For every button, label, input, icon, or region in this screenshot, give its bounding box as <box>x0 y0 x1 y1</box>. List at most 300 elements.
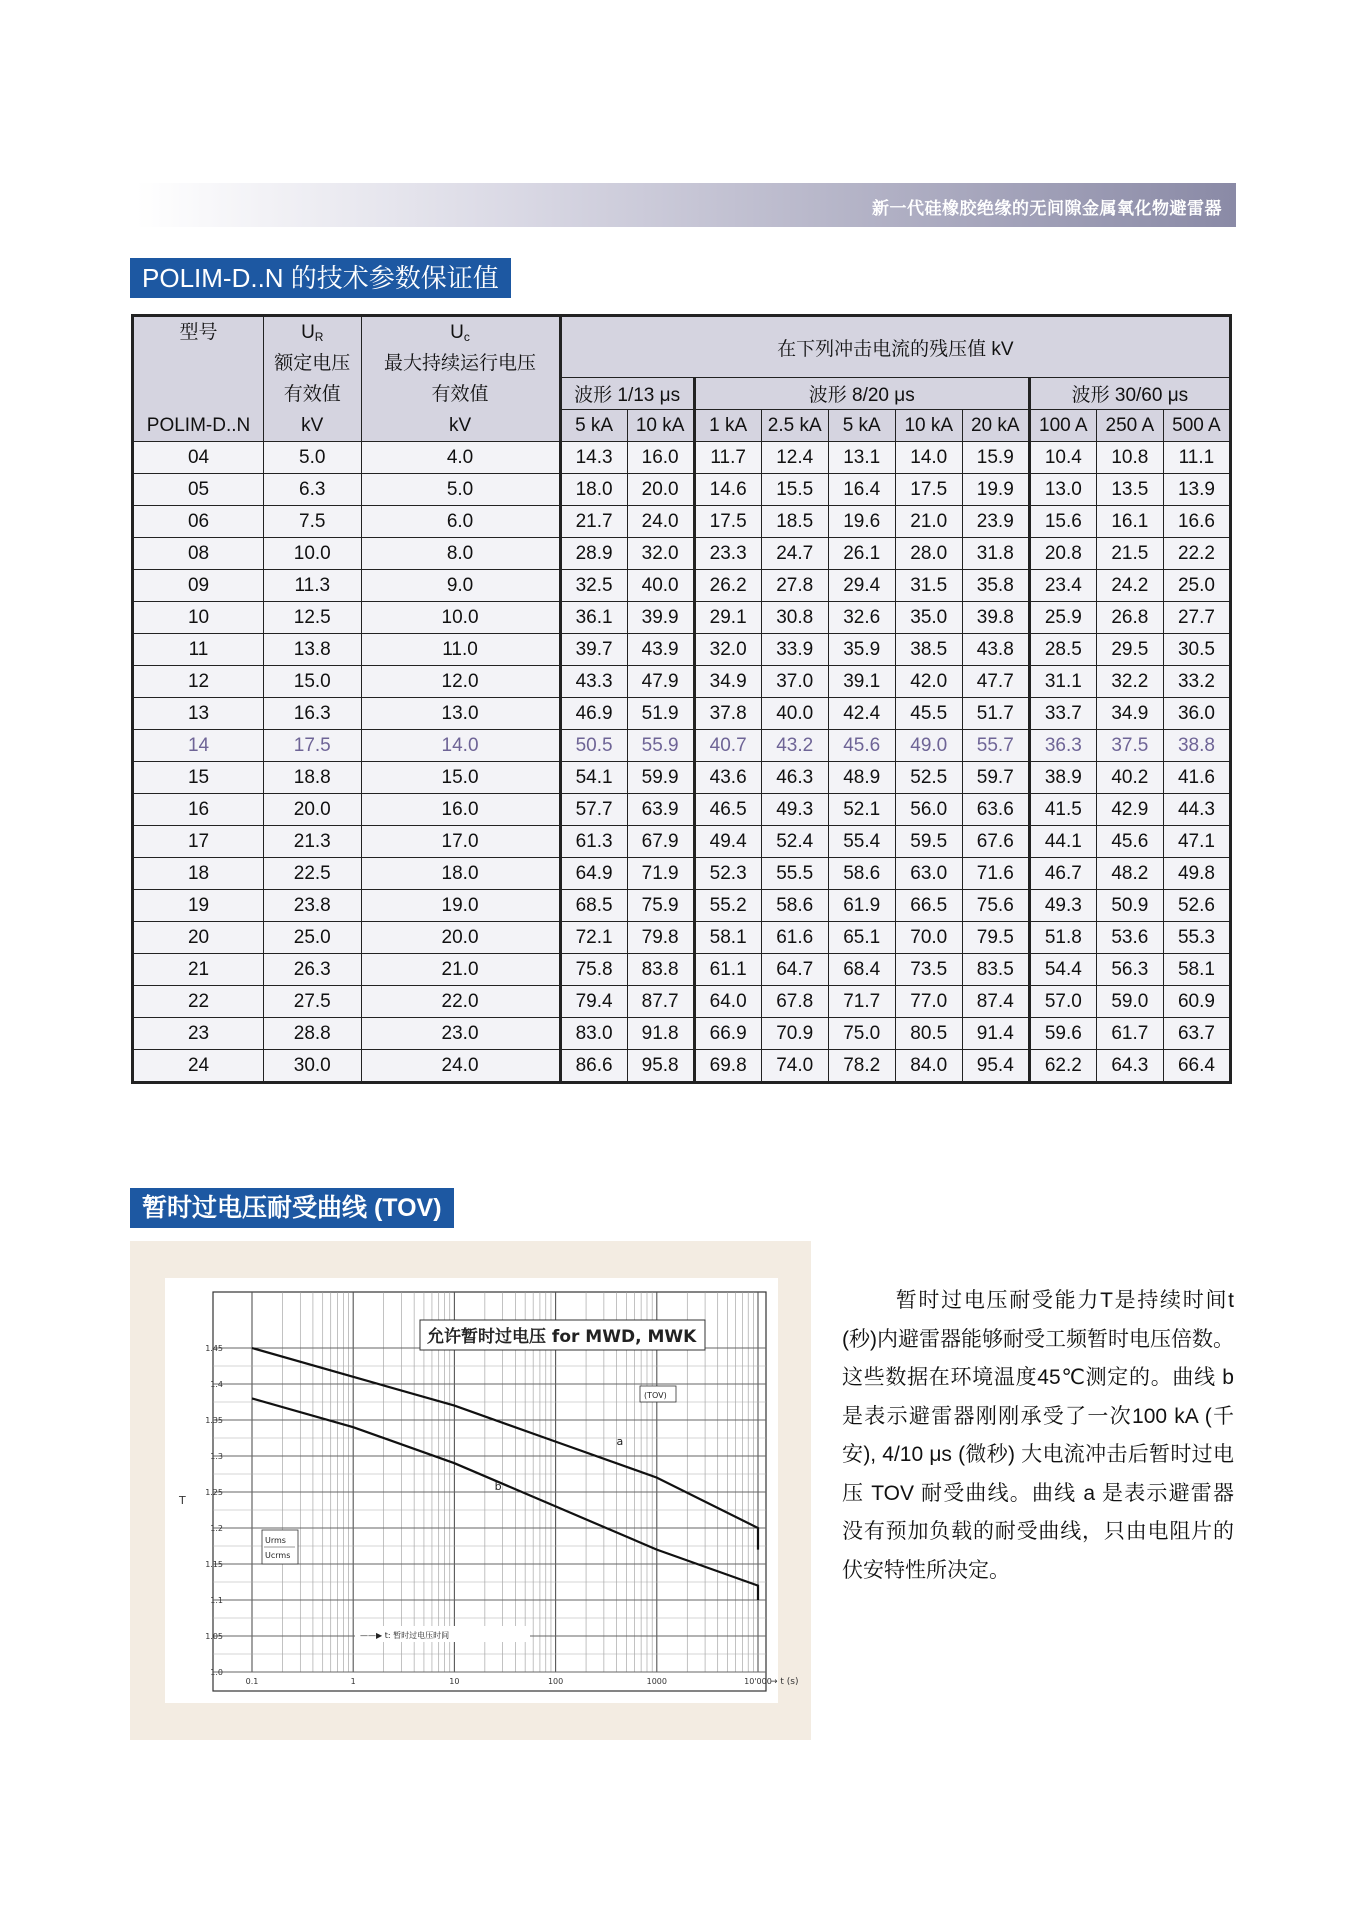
value-cell: 22.2 <box>1163 538 1230 570</box>
current-header: 100 A <box>1029 410 1096 442</box>
value-cell: 28.0 <box>895 538 962 570</box>
value-cell: 16.0 <box>627 442 694 474</box>
value-cell: 71.9 <box>627 858 694 890</box>
value-cell: 20.0 <box>361 922 560 954</box>
value-cell: 47.1 <box>1163 826 1230 858</box>
value-cell: 66.9 <box>694 1018 761 1050</box>
value-cell: 23.8 <box>264 890 362 922</box>
value-cell: 64.0 <box>694 986 761 1018</box>
value-cell: 37.5 <box>1096 730 1163 762</box>
value-cell: 40.0 <box>627 570 694 602</box>
model-cell: 12 <box>133 666 264 698</box>
table-row <box>133 826 1231 858</box>
value-cell: 59.6 <box>1029 1018 1096 1050</box>
value-cell: 38.9 <box>1029 762 1096 794</box>
value-cell: 14.0 <box>895 442 962 474</box>
value-cell: 56.0 <box>895 794 962 826</box>
value-cell: 43.3 <box>560 666 627 698</box>
value-cell: 24.2 <box>1096 570 1163 602</box>
value-cell: 42.0 <box>895 666 962 698</box>
value-cell: 32.6 <box>828 602 895 634</box>
value-cell: 27.8 <box>761 570 828 602</box>
table-row <box>133 794 1231 826</box>
value-cell: 25.0 <box>1163 570 1230 602</box>
value-cell: 64.3 <box>1096 1050 1163 1083</box>
value-cell: 31.8 <box>962 538 1029 570</box>
model-cell: 04 <box>133 442 264 474</box>
table-row <box>133 1050 1231 1083</box>
value-cell: 61.9 <box>828 890 895 922</box>
table-row <box>133 1018 1231 1050</box>
value-cell: 10.4 <box>1029 442 1096 474</box>
value-cell: 57.7 <box>560 794 627 826</box>
model-cell: 13 <box>133 698 264 730</box>
value-cell: 24.0 <box>361 1050 560 1083</box>
value-cell: 27.5 <box>264 986 362 1018</box>
value-cell: 54.1 <box>560 762 627 794</box>
value-cell: 40.7 <box>694 730 761 762</box>
value-cell: 61.1 <box>694 954 761 986</box>
value-cell: 95.8 <box>627 1050 694 1083</box>
value-cell: 20.8 <box>1029 538 1096 570</box>
document-header-title: 新一代硅橡胶绝缘的无间隙金属氧化物避雷器 <box>872 199 1222 218</box>
value-cell: 55.7 <box>962 730 1029 762</box>
x-tick-label: 1000 <box>646 1677 667 1686</box>
value-cell: 21.7 <box>560 506 627 538</box>
value-cell: 23.4 <box>1029 570 1096 602</box>
y-axis-label: T <box>179 1494 186 1507</box>
value-cell: 16.6 <box>1163 506 1230 538</box>
value-cell: 50.5 <box>560 730 627 762</box>
value-cell: 62.2 <box>1029 1050 1096 1083</box>
value-cell: 73.5 <box>895 954 962 986</box>
value-cell: 87.7 <box>627 986 694 1018</box>
value-cell: 13.5 <box>1096 474 1163 506</box>
model-header-label: 型号 <box>179 322 218 343</box>
value-cell: 16.4 <box>828 474 895 506</box>
value-cell: 91.4 <box>962 1018 1029 1050</box>
current-header: 1 kA <box>694 410 761 442</box>
model-cell: 14 <box>133 730 264 762</box>
value-cell: 20.0 <box>264 794 362 826</box>
value-cell: 48.9 <box>828 762 895 794</box>
value-cell: 48.2 <box>1096 858 1163 890</box>
value-cell: 66.5 <box>895 890 962 922</box>
y-tick-label: 1.1 <box>210 1596 223 1605</box>
value-cell: 20.0 <box>627 474 694 506</box>
x-tick-label: 1 <box>350 1677 356 1686</box>
table-row <box>133 698 1231 730</box>
current-header: 10 kA <box>627 410 694 442</box>
value-cell: 72.1 <box>560 922 627 954</box>
table-row <box>133 986 1231 1018</box>
value-cell: 38.5 <box>895 634 962 666</box>
value-cell: 36.1 <box>560 602 627 634</box>
value-cell: 14.0 <box>361 730 560 762</box>
value-cell: 58.6 <box>761 890 828 922</box>
value-cell: 83.0 <box>560 1018 627 1050</box>
value-cell: 75.8 <box>560 954 627 986</box>
current-header: 20 kA <box>962 410 1029 442</box>
value-cell: 13.1 <box>828 442 895 474</box>
value-cell: 42.9 <box>1096 794 1163 826</box>
model-header <box>133 316 264 442</box>
value-cell: 83.8 <box>627 954 694 986</box>
value-cell: 60.9 <box>1163 986 1230 1018</box>
value-cell: 34.9 <box>694 666 761 698</box>
value-cell: 61.7 <box>1096 1018 1163 1050</box>
tov-section-title: 暂时过电压耐受曲线 (TOV) <box>130 1188 454 1228</box>
value-cell: 71.7 <box>828 986 895 1018</box>
value-cell: 63.6 <box>962 794 1029 826</box>
y-tick-label: 1.15 <box>205 1560 223 1569</box>
value-cell: 23.3 <box>694 538 761 570</box>
value-cell: 17.0 <box>361 826 560 858</box>
value-cell: 32.5 <box>560 570 627 602</box>
value-cell: 52.5 <box>895 762 962 794</box>
value-cell: 18.8 <box>264 762 362 794</box>
value-cell: 40.2 <box>1096 762 1163 794</box>
value-cell: 58.1 <box>1163 954 1230 986</box>
model-cell: 18 <box>133 858 264 890</box>
value-cell: 78.2 <box>828 1050 895 1083</box>
value-cell: 30.5 <box>1163 634 1230 666</box>
value-cell: 45.5 <box>895 698 962 730</box>
value-cell: 79.5 <box>962 922 1029 954</box>
y-tick-label: 1.0 <box>210 1668 223 1677</box>
model-cell: 24 <box>133 1050 264 1083</box>
table-row <box>133 890 1231 922</box>
value-cell: 36.3 <box>1029 730 1096 762</box>
value-cell: 35.0 <box>895 602 962 634</box>
y-tick-label: 1.05 <box>205 1632 223 1641</box>
y-tick-label: 1.45 <box>205 1344 223 1353</box>
value-cell: 46.3 <box>761 762 828 794</box>
value-cell: 30.8 <box>761 602 828 634</box>
value-cell: 21.0 <box>361 954 560 986</box>
table-row <box>133 954 1231 986</box>
value-cell: 51.9 <box>627 698 694 730</box>
value-cell: 11.3 <box>264 570 362 602</box>
value-cell: 12.4 <box>761 442 828 474</box>
current-header: 5 kA <box>560 410 627 442</box>
value-cell: 21.0 <box>895 506 962 538</box>
value-cell: 27.7 <box>1163 602 1230 634</box>
tov-description-text: 暂时过电压耐受能力T是持续时间t (秒)内避雷器能够耐受工频暂时电压倍数。这些数据在环境温度45℃测定的。曲线 b 是表示避雷器刚刚承受了一次100 kA (千安), 4/10 μs (微秒) 大电流冲击后暂时过电压 TOV 耐受曲线。曲线 a 是表示避雷器没有预加负载的耐受曲线，只由电阻片的伏安特性所决定。 <box>842 1289 1234 1582</box>
value-cell: 8.0 <box>361 538 560 570</box>
value-cell: 63.7 <box>1163 1018 1230 1050</box>
x-tick-label: 100 <box>547 1677 564 1686</box>
value-cell: 55.5 <box>761 858 828 890</box>
value-cell: 16.0 <box>361 794 560 826</box>
value-cell: 10.8 <box>1096 442 1163 474</box>
value-cell: 18.0 <box>560 474 627 506</box>
value-cell: 15.5 <box>761 474 828 506</box>
value-cell: 41.6 <box>1163 762 1230 794</box>
value-cell: 5.0 <box>361 474 560 506</box>
value-cell: 39.8 <box>962 602 1029 634</box>
value-cell: 59.9 <box>627 762 694 794</box>
value-cell: 57.0 <box>1029 986 1096 1018</box>
value-cell: 49.0 <box>895 730 962 762</box>
model-cell: 23 <box>133 1018 264 1050</box>
value-cell: 74.0 <box>761 1050 828 1083</box>
value-cell: 54.4 <box>1029 954 1096 986</box>
value-cell: 83.5 <box>962 954 1029 986</box>
value-cell: 52.4 <box>761 826 828 858</box>
value-cell: 39.9 <box>627 602 694 634</box>
value-cell: 56.3 <box>1096 954 1163 986</box>
model-cell: 06 <box>133 506 264 538</box>
value-cell: 5.0 <box>264 442 362 474</box>
value-cell: 14.3 <box>560 442 627 474</box>
model-cell: 11 <box>133 634 264 666</box>
value-cell: 11.1 <box>1163 442 1230 474</box>
value-cell: 19.9 <box>962 474 1029 506</box>
y-tick-label: 1.25 <box>205 1488 223 1497</box>
value-cell: 59.7 <box>962 762 1029 794</box>
value-cell: 11.0 <box>361 634 560 666</box>
value-cell: 46.7 <box>1029 858 1096 890</box>
value-cell: 64.7 <box>761 954 828 986</box>
header-band <box>136 183 1236 227</box>
model-cell: 22 <box>133 986 264 1018</box>
value-cell: 35.9 <box>828 634 895 666</box>
value-cell: 47.9 <box>627 666 694 698</box>
value-cell: 15.9 <box>962 442 1029 474</box>
value-cell: 45.6 <box>1096 826 1163 858</box>
value-cell: 10.0 <box>361 602 560 634</box>
model-cell: 09 <box>133 570 264 602</box>
value-cell: 79.4 <box>560 986 627 1018</box>
value-cell: 13.0 <box>1029 474 1096 506</box>
table-row <box>133 506 1231 538</box>
value-cell: 49.3 <box>761 794 828 826</box>
table-row <box>133 858 1231 890</box>
value-cell: 63.0 <box>895 858 962 890</box>
value-cell: 36.0 <box>1163 698 1230 730</box>
value-cell: 16.3 <box>264 698 362 730</box>
value-cell: 75.0 <box>828 1018 895 1050</box>
table-row <box>133 762 1231 794</box>
value-cell: 67.9 <box>627 826 694 858</box>
params-table <box>131 314 1232 1084</box>
value-cell: 79.8 <box>627 922 694 954</box>
value-cell: 65.1 <box>828 922 895 954</box>
value-cell: 69.8 <box>694 1050 761 1083</box>
value-cell: 42.4 <box>828 698 895 730</box>
value-cell: 17.5 <box>694 506 761 538</box>
value-cell: 39.7 <box>560 634 627 666</box>
value-cell: 15.0 <box>264 666 362 698</box>
y-tick-label: 1.3 <box>210 1452 223 1461</box>
value-cell: 40.0 <box>761 698 828 730</box>
value-cell: 51.8 <box>1029 922 1096 954</box>
value-cell: 28.5 <box>1029 634 1096 666</box>
time-annotation: ——▶ t: 暂时过电压时间 <box>360 1631 450 1640</box>
tov-description <box>842 1282 1234 1590</box>
value-cell: 49.3 <box>1029 890 1096 922</box>
tov-chart <box>165 1278 799 1703</box>
value-cell: 12.5 <box>264 602 362 634</box>
group-8-20us: 波形 8/20 μs <box>694 378 1029 410</box>
model-cell: 20 <box>133 922 264 954</box>
value-cell: 9.0 <box>361 570 560 602</box>
value-cell: 37.0 <box>761 666 828 698</box>
value-cell: 55.2 <box>694 890 761 922</box>
value-cell: 35.8 <box>962 570 1029 602</box>
value-cell: 29.5 <box>1096 634 1163 666</box>
value-cell: 32.0 <box>627 538 694 570</box>
value-cell: 26.8 <box>1096 602 1163 634</box>
value-cell: 29.4 <box>828 570 895 602</box>
value-cell: 19.0 <box>361 890 560 922</box>
value-cell: 6.3 <box>264 474 362 506</box>
value-cell: 46.9 <box>560 698 627 730</box>
table-row <box>133 602 1231 634</box>
chart-title: 允许暂时过电压 for MWD, MWK <box>427 1327 697 1347</box>
current-header: 500 A <box>1163 410 1230 442</box>
value-cell: 29.1 <box>694 602 761 634</box>
y-tick-label: 1.35 <box>205 1416 223 1425</box>
value-cell: 44.3 <box>1163 794 1230 826</box>
value-cell: 45.6 <box>828 730 895 762</box>
value-cell: 70.9 <box>761 1018 828 1050</box>
model-cell: 15 <box>133 762 264 794</box>
value-cell: 47.7 <box>962 666 1029 698</box>
value-cell: 55.3 <box>1163 922 1230 954</box>
value-cell: 26.3 <box>264 954 362 986</box>
params-section-title: POLIM-D..N 的技术参数保证值 <box>130 258 511 298</box>
x-tick-label: 10'000 <box>744 1677 772 1686</box>
value-cell: 49.8 <box>1163 858 1230 890</box>
value-cell: 87.4 <box>962 986 1029 1018</box>
value-cell: 33.9 <box>761 634 828 666</box>
value-cell: 25.9 <box>1029 602 1096 634</box>
table-row <box>133 666 1231 698</box>
table-row <box>133 922 1231 954</box>
value-cell: 75.6 <box>962 890 1029 922</box>
x-axis-label: → t (s) <box>770 1677 799 1687</box>
value-cell: 66.4 <box>1163 1050 1230 1083</box>
value-cell: 22.5 <box>264 858 362 890</box>
value-cell: 58.6 <box>828 858 895 890</box>
value-cell: 46.5 <box>694 794 761 826</box>
value-cell: 7.5 <box>264 506 362 538</box>
value-cell: 32.0 <box>694 634 761 666</box>
value-cell: 53.6 <box>1096 922 1163 954</box>
urms-annotation: Urms <box>265 1536 286 1545</box>
value-cell: 13.9 <box>1163 474 1230 506</box>
value-cell: 55.9 <box>627 730 694 762</box>
table-row <box>133 538 1231 570</box>
value-cell: 41.5 <box>1029 794 1096 826</box>
value-cell: 31.5 <box>895 570 962 602</box>
value-cell: 55.4 <box>828 826 895 858</box>
value-cell: 44.1 <box>1029 826 1096 858</box>
value-cell: 67.6 <box>962 826 1029 858</box>
x-tick-label: 10 <box>449 1677 460 1686</box>
residual-voltage-header: 在下列冲击电流的残压值 kV <box>560 316 1230 378</box>
value-cell: 91.8 <box>627 1018 694 1050</box>
value-cell: 18.5 <box>761 506 828 538</box>
current-header: 2.5 kA <box>761 410 828 442</box>
value-cell: 71.6 <box>962 858 1029 890</box>
value-cell: 84.0 <box>895 1050 962 1083</box>
value-cell: 28.9 <box>560 538 627 570</box>
value-cell: 50.9 <box>1096 890 1163 922</box>
value-cell: 58.1 <box>694 922 761 954</box>
value-cell: 43.6 <box>694 762 761 794</box>
value-cell: 12.0 <box>361 666 560 698</box>
value-cell: 22.0 <box>361 986 560 1018</box>
value-cell: 43.8 <box>962 634 1029 666</box>
value-cell: 61.3 <box>560 826 627 858</box>
value-cell: 70.0 <box>895 922 962 954</box>
value-cell: 14.6 <box>694 474 761 506</box>
value-cell: 15.0 <box>361 762 560 794</box>
value-cell: 26.2 <box>694 570 761 602</box>
model-cell: 17 <box>133 826 264 858</box>
value-cell: 17.5 <box>264 730 362 762</box>
value-cell: 24.7 <box>761 538 828 570</box>
model-cell: 16 <box>133 794 264 826</box>
value-cell: 26.1 <box>828 538 895 570</box>
value-cell: 68.4 <box>828 954 895 986</box>
value-cell: 24.0 <box>627 506 694 538</box>
uc-header: Uc 最大持续运行电压 有效值 kV <box>361 316 560 442</box>
current-header: 250 A <box>1096 410 1163 442</box>
value-cell: 17.5 <box>895 474 962 506</box>
value-cell: 37.8 <box>694 698 761 730</box>
value-cell: 21.5 <box>1096 538 1163 570</box>
value-cell: 39.1 <box>828 666 895 698</box>
value-cell: 21.3 <box>264 826 362 858</box>
tov-annotation: (TOV) <box>644 1391 667 1400</box>
ucrms-annotation: Ucrms <box>265 1551 291 1560</box>
value-cell: 38.8 <box>1163 730 1230 762</box>
value-cell: 59.0 <box>1096 986 1163 1018</box>
model-cell: 10 <box>133 602 264 634</box>
x-tick-label: 0.1 <box>245 1677 259 1686</box>
value-cell: 33.7 <box>1029 698 1096 730</box>
value-cell: 52.1 <box>828 794 895 826</box>
group-1-13us: 波形 1/13 μs <box>560 378 694 410</box>
value-cell: 68.5 <box>560 890 627 922</box>
value-cell: 67.8 <box>761 986 828 1018</box>
model-cell: 19 <box>133 890 264 922</box>
ur-header: UR 额定电压 有效值 kV <box>264 316 362 442</box>
value-cell: 52.3 <box>694 858 761 890</box>
model-cell: 21 <box>133 954 264 986</box>
value-cell: 18.0 <box>361 858 560 890</box>
value-cell: 43.2 <box>761 730 828 762</box>
model-cell: 08 <box>133 538 264 570</box>
value-cell: 13.8 <box>264 634 362 666</box>
value-cell: 61.6 <box>761 922 828 954</box>
series-label-a: a <box>616 1434 624 1448</box>
y-tick-label: 1.4 <box>210 1380 223 1389</box>
value-cell: 15.6 <box>1029 506 1096 538</box>
value-cell: 95.4 <box>962 1050 1029 1083</box>
table-row <box>133 570 1231 602</box>
group-30-60us: 波形 30/60 μs <box>1029 378 1230 410</box>
tov-chart-panel <box>130 1241 811 1740</box>
series-label-b: b <box>494 1480 502 1493</box>
value-cell: 28.8 <box>264 1018 362 1050</box>
table-row <box>133 474 1231 506</box>
value-cell: 19.6 <box>828 506 895 538</box>
